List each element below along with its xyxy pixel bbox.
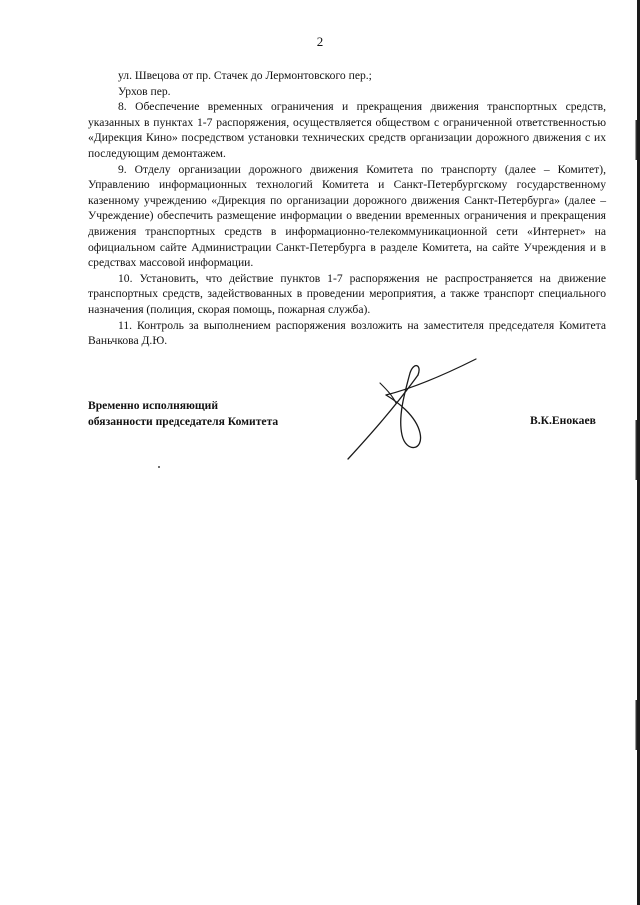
paragraph-9: 9. Отделу организации дорожного движения Комитета по транспорту (далее – Комитет), Управлению информационных технологий Комитета и Санкт-Петербургскому государственному казенному учреждению «Дирекция по организации дорожного движения Санкт-Петербурга» (далее – Учреждение) обеспечить размещение информации о введении временных ограничения и прекращения движения транспортных средств в информационно-телекоммуникационной сети «Интернет» на официальном сайте Администрации Санкт-Петербурга в разделе Комитета, на сайте Учреждения и в средствах массовой информации. — [88, 162, 606, 270]
signatory-title — [88, 398, 278, 429]
scan-edge-shadow — [635, 0, 640, 905]
paragraph-8: 8. Обеспечение временных ограничения и прекращения движения транспортных средств, указанных в пунктах 1-7 распоряжения, осуществляется обществом с ограниченной ответственностью «Дирекция Кино» посредством установки технических средств организации дорожного движения с их последующим демонтажем. — [88, 100, 606, 160]
street-line: ул. Швецова от пр. Стачек до Лермонтовского пер.; — [118, 69, 372, 82]
signatory-name: В.К.Енокаев — [530, 414, 596, 427]
street-line-2: Урхов пер. — [118, 84, 171, 98]
paragraph-10: 10. Установить, что действие пунктов 1-7 распоряжения не распространяется на движение транспортных средств, задействованных в проведении мероприятия, а также транспорт специального назначения (полиция, скорая помощь, пожарная служба). — [88, 271, 606, 316]
paragraph-11: 11. Контроль за выполнением распоряжения возложить на заместителя председателя Комитета Ваньчкова Д.Ю. — [88, 318, 606, 348]
scan-speck — [158, 466, 160, 468]
signatory-title-line-1: Временно исполняющий — [88, 399, 219, 412]
handwritten-signature — [340, 355, 480, 465]
body-text — [88, 68, 606, 349]
page-number: 2 — [316, 34, 324, 49]
signatory-title-line-2: обязанности председателя Комитета — [88, 414, 279, 428]
